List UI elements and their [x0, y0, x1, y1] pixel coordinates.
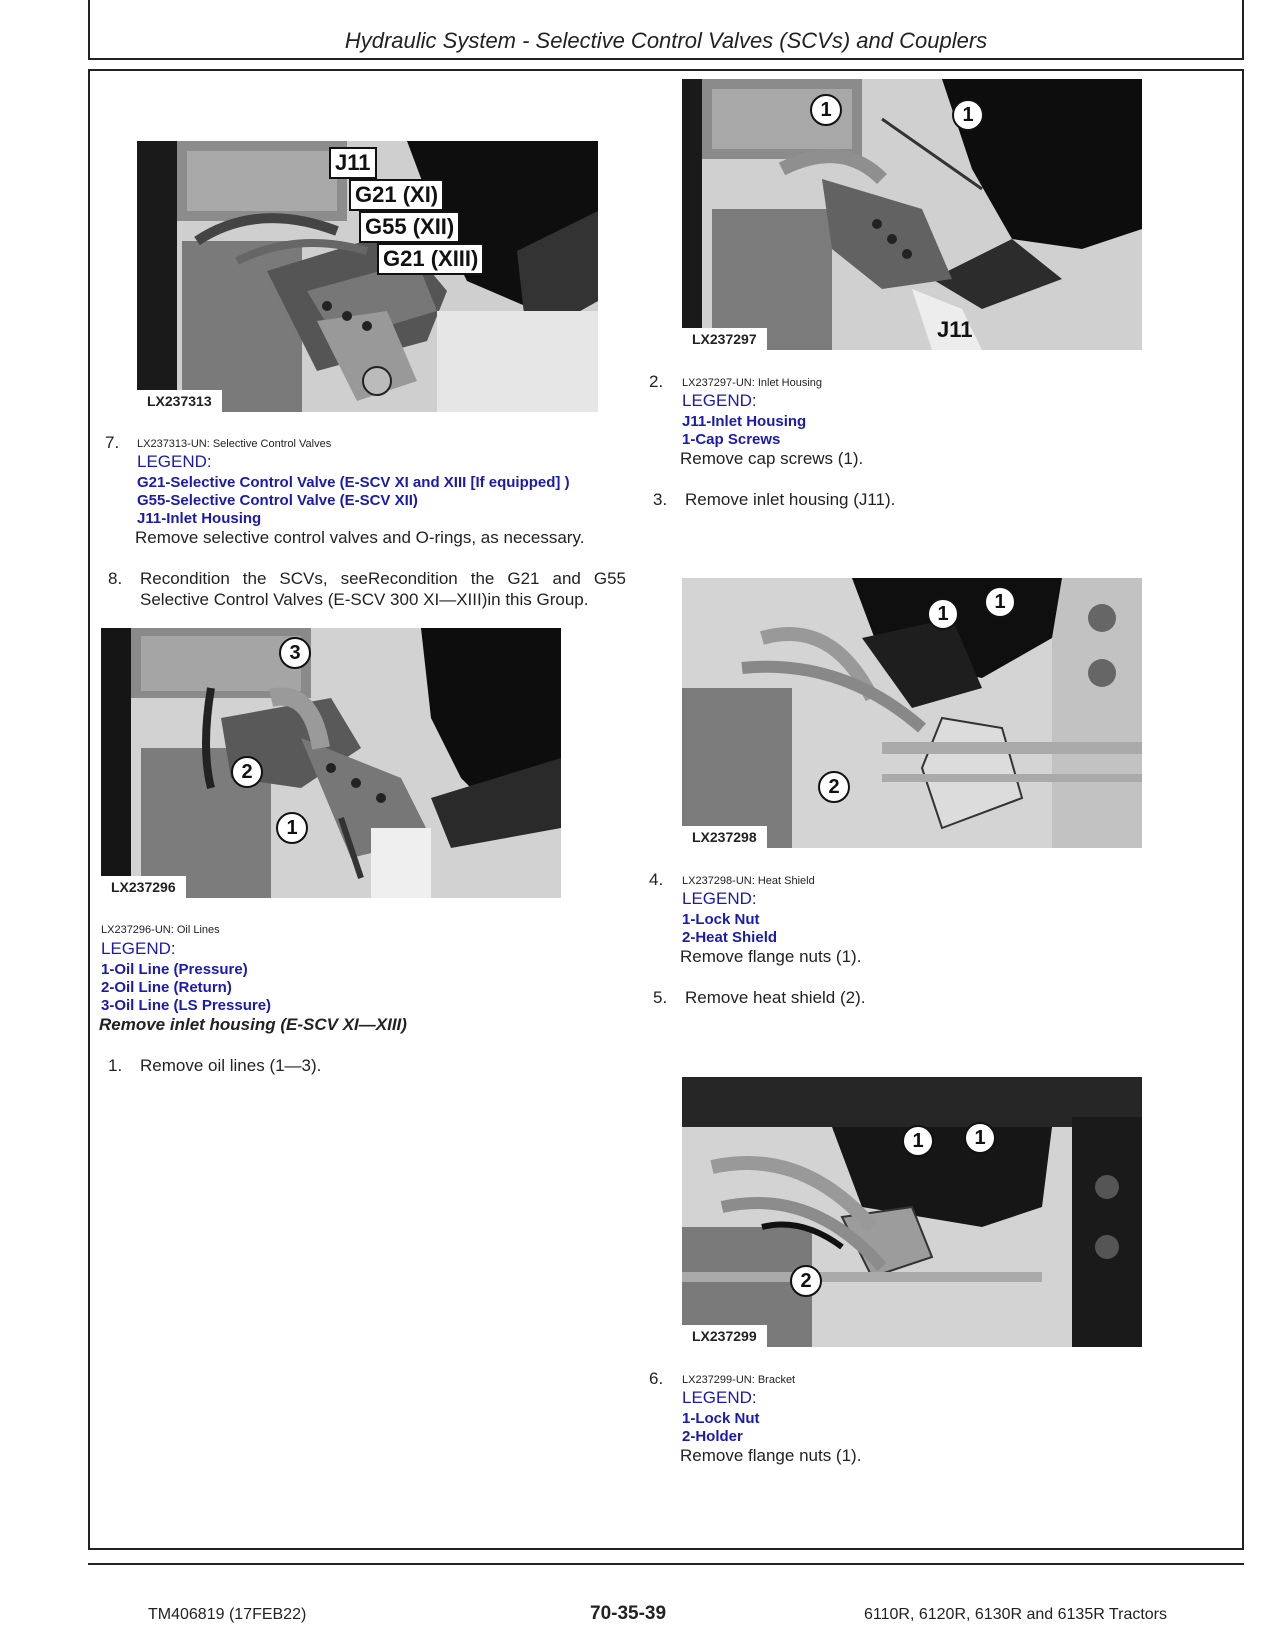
legend-title: LEGEND: [137, 452, 212, 471]
callout-3: 3 [279, 637, 311, 669]
legend-item: 1-Lock Nut [682, 911, 760, 928]
step-number: 8. [108, 569, 123, 588]
legend-title: LEGEND: [682, 391, 757, 410]
callout-1: 1 [952, 99, 984, 131]
step-number: 3. [653, 490, 668, 509]
callout-1: 1 [810, 94, 842, 126]
figure-id: LX237313 [137, 390, 222, 412]
instruction-text: Remove cap screws (1). [680, 449, 864, 468]
figure-id: LX237298 [682, 826, 767, 848]
figure-id: LX237296 [101, 876, 186, 898]
legend-title: LEGEND: [682, 889, 757, 908]
legend-title: LEGEND: [101, 939, 176, 958]
legend-item: 1-Oil Line (Pressure) [101, 961, 248, 978]
legend-item: 2-Holder [682, 1428, 743, 1445]
callout-1: 1 [964, 1122, 996, 1154]
instruction-text: Remove flange nuts (1). [680, 947, 862, 966]
tractor-models: 6110R, 6120R, 6130R and 6135R Tractors [864, 1606, 1168, 1623]
illustration-heat-shield [682, 578, 1142, 848]
legend-title: LEGEND: [682, 1388, 757, 1407]
figure-caption: LX237297-UN: Inlet Housing [682, 377, 823, 389]
page-title: Hydraulic System - Selective Control Valves (SCVs) and Couplers [344, 28, 988, 53]
legend-item: G21-Selective Control Valve (E-SCV XI and XIII [If equipped] ) [137, 474, 570, 491]
illustration-bracket [682, 1077, 1142, 1347]
figure-selective-control-valves [137, 141, 598, 412]
legend-item: 1-Lock Nut [682, 1410, 760, 1427]
callout-1: 1 [927, 598, 959, 630]
tag-g55-xii: G55 (XII) [359, 211, 460, 243]
figure-bracket [682, 1077, 1142, 1347]
callout-2: 2 [790, 1265, 822, 1297]
tag-j11: J11 [329, 147, 377, 179]
instruction-text: Remove heat shield (2). [685, 988, 866, 1007]
illustration-inlet-housing [682, 79, 1142, 350]
legend-item: J11-Inlet Housing [682, 413, 807, 430]
section-subheading: Remove inlet housing (E-SCV XI—XIII) [99, 1015, 407, 1034]
step-number: 4. [649, 870, 664, 889]
figure-caption: LX237298-UN: Heat Shield [682, 875, 815, 887]
instruction-text: Remove selective control valves and O-rings, as necessary. [135, 528, 585, 547]
callout-2: 2 [818, 771, 850, 803]
callout-1: 1 [984, 586, 1016, 618]
legend-item: J11-Inlet Housing [137, 510, 262, 527]
step-number: 1. [108, 1056, 123, 1075]
footer-divider [88, 1563, 1244, 1565]
legend-item: 3-Oil Line (LS Pressure) [101, 997, 272, 1014]
instruction-text: Remove flange nuts (1). [680, 1446, 862, 1465]
figure-caption: LX237299-UN: Bracket [682, 1374, 796, 1386]
callout-2: 2 [231, 756, 263, 788]
instruction-text: Remove inlet housing (J11). [685, 490, 896, 509]
step-number: 2. [649, 372, 664, 391]
page-header [88, 0, 1244, 60]
figure-id: LX237297 [682, 328, 767, 350]
illustration-oil-lines [101, 628, 561, 898]
legend-item: G55-Selective Control Valve (E-SCV XII) [137, 492, 418, 509]
instruction-text: Selective Control Valves (E-SCV 300 XI—XIII)in this Group. [140, 590, 589, 609]
callout-1: 1 [276, 812, 308, 844]
figure-heat-shield [682, 578, 1142, 848]
legend-item: 1-Cap Screws [682, 431, 781, 448]
step-number: 7. [105, 433, 120, 452]
figure-oil-lines [101, 628, 561, 898]
tag-j11: J11 [937, 317, 973, 342]
instruction-text: Recondition the SCVs, seeRecondition the G21 and G55 [140, 569, 626, 588]
tag-g21-xiii: G21 (XIII) [377, 243, 484, 275]
step-number: 6. [649, 1369, 664, 1388]
step-number: 5. [653, 988, 668, 1007]
document-id: TM406819 (17FEB22) [148, 1606, 307, 1623]
figure-id: LX237299 [682, 1325, 767, 1347]
figure-inlet-housing [682, 79, 1142, 350]
legend-item: 2-Heat Shield [682, 929, 778, 946]
legend-item: 2-Oil Line (Return) [101, 979, 232, 996]
page-number: 70-35-39 [590, 1603, 667, 1624]
figure-caption: LX237296-UN: Oil Lines [101, 924, 220, 936]
instruction-text: Remove oil lines (1—3). [140, 1056, 322, 1075]
callout-1: 1 [902, 1125, 934, 1157]
figure-caption: LX237313-UN: Selective Control Valves [137, 438, 332, 450]
tag-g21-xi: G21 (XI) [349, 179, 444, 211]
